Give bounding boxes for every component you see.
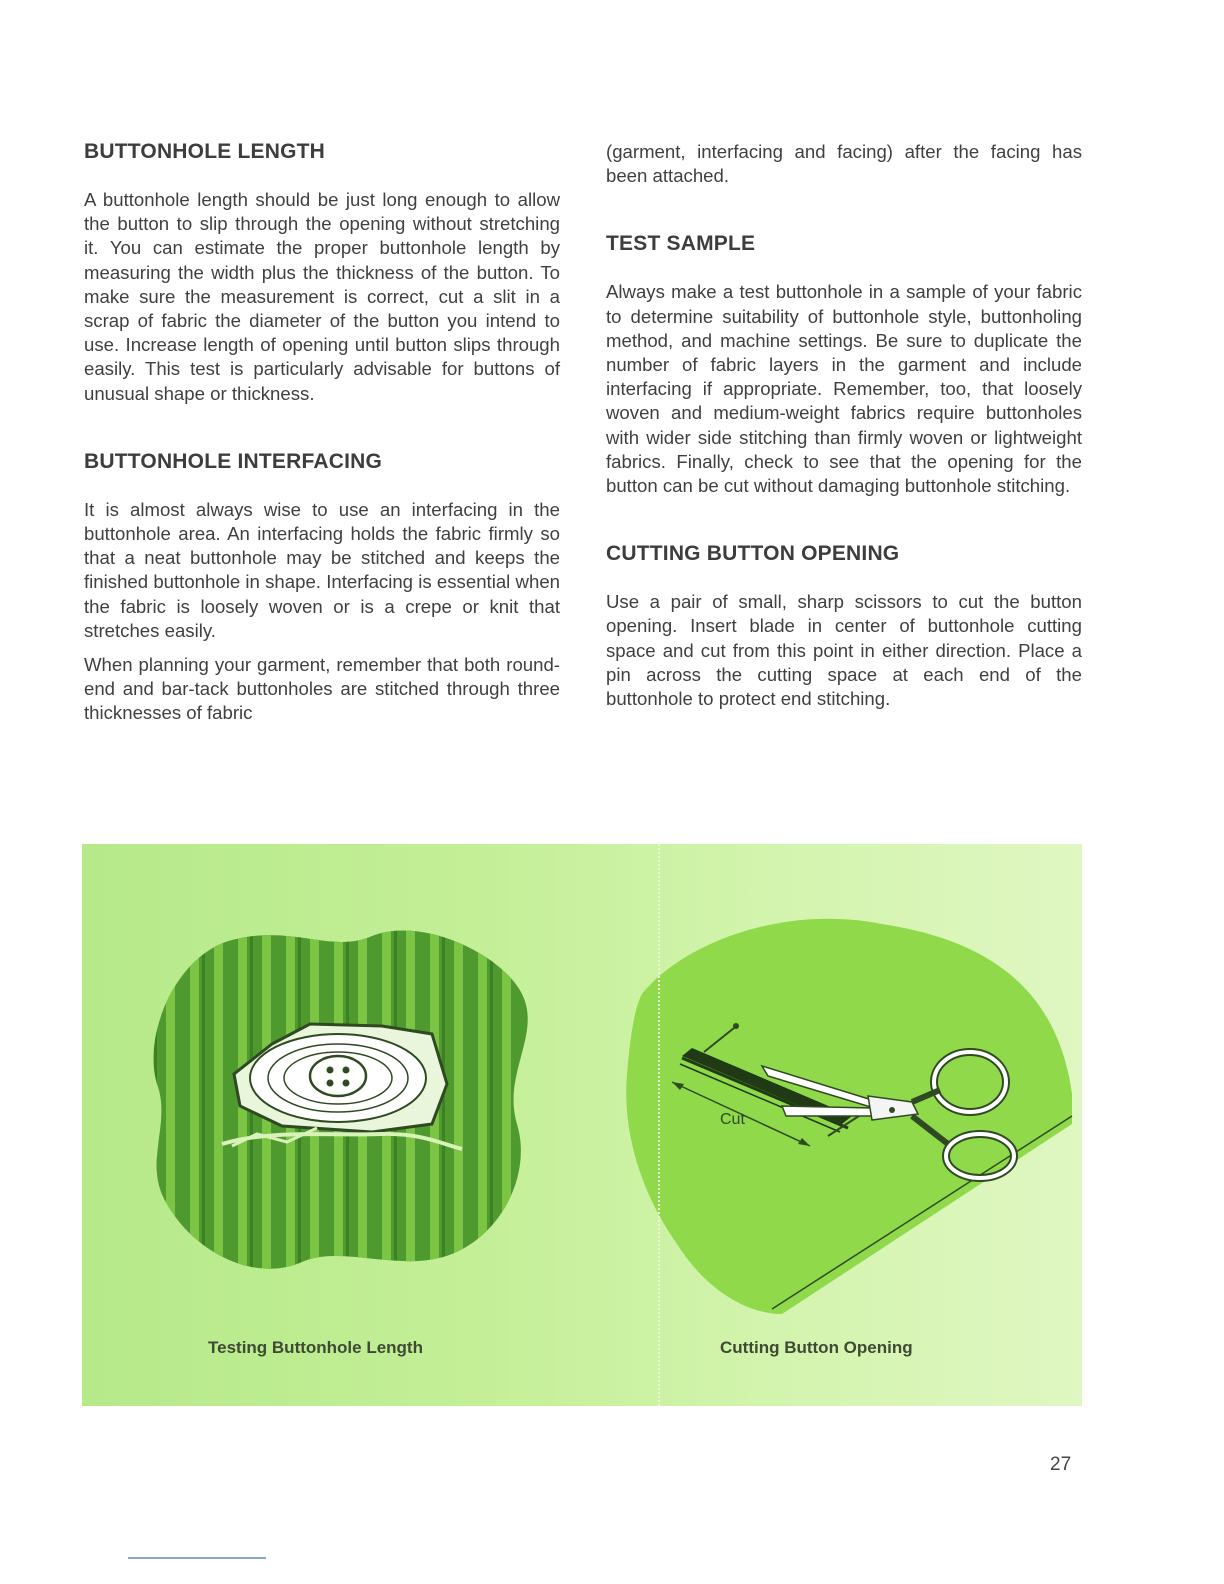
- fold-divider: [658, 844, 660, 1406]
- illustration-graphics: [82, 844, 1082, 1406]
- paragraph-cutting: Use a pair of small, sharp scissors to cut the button opening. Insert blade in center of buttonhole cutting space and cut from this point in either direction. Place a pin across the cutting space at each end of the buttonhole to protect end stitching.: [606, 591, 1082, 710]
- illustration-panel: [82, 844, 1082, 1406]
- heading-test-sample: TEST SAMPLE: [606, 232, 756, 256]
- paragraph-continued: (garment, interfacing and facing) after the facing has been attached.: [606, 141, 1082, 187]
- heading-buttonhole-length: BUTTONHOLE LENGTH: [84, 140, 326, 163]
- caption-cutting-button-opening: Cutting Button Opening: [720, 1338, 913, 1357]
- heading-buttonhole-interfacing: BUTTONHOLE INTERFACING: [84, 449, 383, 473]
- page-number: 27: [1050, 1454, 1072, 1475]
- paragraph-interfacing-2: When planning your garment, remember that both round-end and bar-tack buttonholes are stitched through three thicknesses of fabric: [84, 654, 560, 724]
- paragraph-test-sample: Always make a test buttonhole in a sample of your fabric to determine suitability of buttonhole style, buttonholing method, and machine settings. Be sure to duplicate the number of fabric layers in the garment and include interfacing if appropriate. Remember, too, that loosely woven and medium-weight fabrics require buttonholes with wider side stitching than firmly woven or lightweight fabrics. Finally, check to see that the opening for the button can be cut without damaging buttonhole stitching.: [606, 281, 1082, 497]
- heading-cutting-button-opening: CUTTING BUTTON OPENING: [606, 542, 900, 566]
- left-column: [84, 140, 560, 726]
- right-column: [606, 140, 1082, 711]
- cut-label: Cut: [720, 1111, 745, 1128]
- caption-testing-buttonhole-length: Testing Buttonhole Length: [208, 1338, 423, 1357]
- paragraph-buttonhole-length: A buttonhole length should be just long enough to allow the button to slip through the opening without stretching it. You can estimate the proper buttonhole length by measuring the width plus the thickness of the button. To make sure the measurement is correct, cut a slit in a scrap of fabric the diameter of the button you intend to use. Increase length of opening until button slips through easily. This test is particularly advisable for buttons of unusual shape or thickness.: [84, 189, 560, 404]
- bottom-rule: [128, 1557, 266, 1559]
- paragraph-interfacing-1: It is almost always wise to use an interfacing in the buttonhole area. An interfacing holds the fabric firmly so that a neat buttonhole may be stitched and keeps the finished buttonhole in shape. Interfacing is essential when the fabric is loosely woven or is a crepe or knit that stretches easily.: [84, 498, 560, 641]
